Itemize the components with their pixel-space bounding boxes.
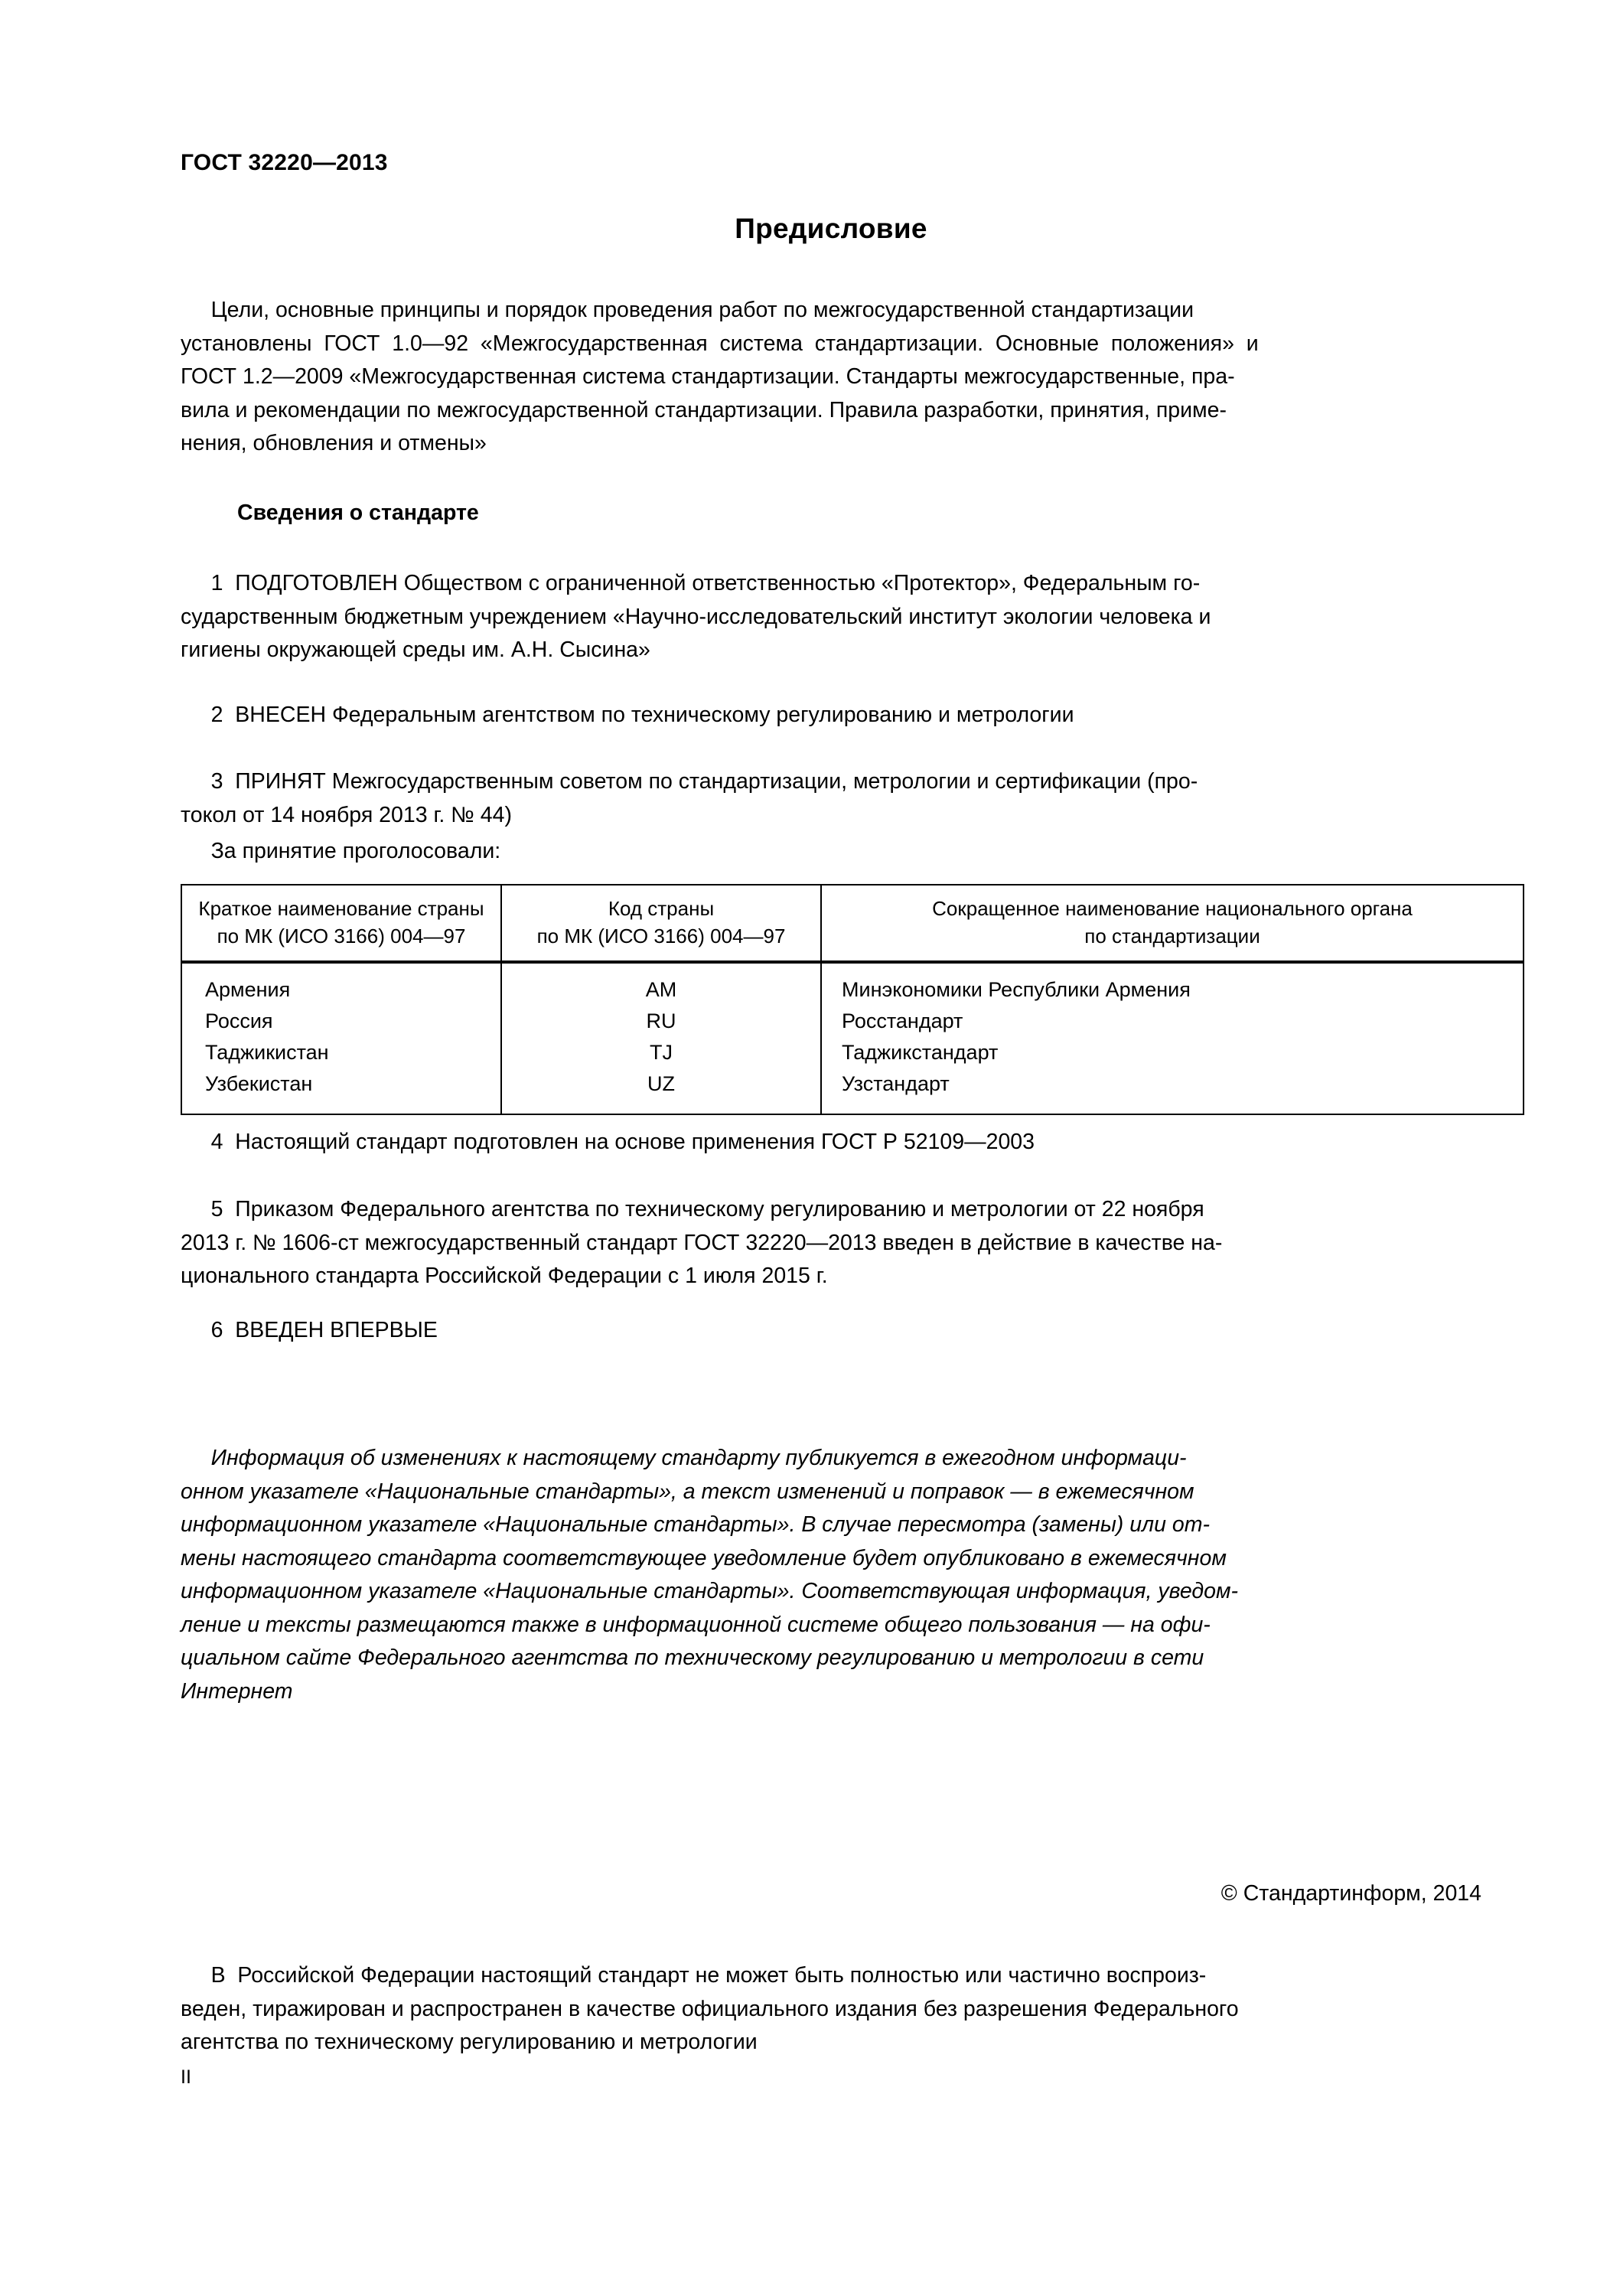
clause-6-line: 6 ВВЕДЕН ВПЕРВЫЕ — [181, 1318, 438, 1342]
clause-3 — [181, 765, 1481, 832]
clause-6 — [181, 1314, 1481, 1348]
column-header-country-line1: Краткое наименование страны — [198, 897, 484, 920]
page-title: Предисловие — [735, 213, 927, 244]
reproduction-notice — [181, 1959, 1481, 2060]
vote-intro-text: За принятие проголосовали: — [181, 839, 501, 863]
intro-line: установлены ГОСТ 1.0—92 «Межгосударственная система стандартизации. Основные положения» и — [181, 331, 1259, 356]
list-item: Узстандарт — [842, 1072, 950, 1095]
changes-notice — [181, 1442, 1481, 1708]
changes-notice-line: мены настоящего стандарта соответствующее уведомление будет опубликовано в ежемесячном — [181, 1545, 1227, 1570]
column-header-country-line2: по МК (ИСО 3166) 004—97 — [217, 925, 466, 947]
column-header-organization-line1: Сокращенное наименование национального органа — [932, 897, 1413, 920]
voting-table — [181, 884, 1524, 1115]
list-item: UZ — [647, 1072, 675, 1095]
vote-intro-line — [181, 835, 1481, 869]
changes-notice-line: информационном указателе «Национальные стандарты». В случае пересмотра (замены) или от- — [181, 1512, 1210, 1537]
clause-4 — [181, 1126, 1481, 1159]
code-list — [502, 974, 820, 1100]
list-item: Таджикистан — [205, 1041, 329, 1064]
clause-5 — [181, 1193, 1481, 1293]
running-header-standard-number: ГОСТ 32220—2013 — [181, 150, 388, 175]
list-item: Россия — [205, 1009, 273, 1032]
column-header-organization — [821, 885, 1524, 962]
changes-notice-line: Интернет — [181, 1678, 293, 1704]
list-item: AM — [645, 978, 677, 1001]
cell-country-list — [181, 962, 501, 1114]
clause-4-line: 4 Настоящий стандарт подготовлен на основе применения ГОСТ Р 52109—2003 — [181, 1130, 1035, 1154]
column-header-organization-line2: по стандартизации — [1084, 925, 1260, 947]
intro-line: ГОСТ 1.2—2009 «Межгосударственная система стандартизации. Стандарты межгосударственные, пра- — [181, 364, 1235, 389]
standard-info-heading: Сведения о стандарте — [237, 501, 479, 525]
voting-table-container — [181, 884, 1481, 1115]
intro-line: вила и рекомендации по межгосударственной стандартизации. Правила разработки, принятия, приме- — [181, 397, 1227, 422]
country-list — [182, 974, 500, 1100]
clause-5-line: ционального стандарта Российской Федерации с 1 июля 2015 г. — [181, 1264, 828, 1288]
intro-paragraph — [181, 294, 1481, 461]
cell-organization-list — [821, 962, 1524, 1114]
changes-notice-line: онном указателе «Национальные стандарты», а текст изменений и поправок — в ежемесячном — [181, 1479, 1194, 1504]
cell-code-list — [501, 962, 821, 1114]
list-item: RU — [646, 1009, 676, 1032]
changes-notice-line: информационном указателе «Национальные стандарты». Соответствующая информация, уведом- — [181, 1579, 1239, 1603]
column-header-country — [181, 885, 501, 962]
column-header-code-line2: по МК (ИСО 3166) 004—97 — [536, 925, 786, 947]
copyright-line: © Стандартинформ, 2014 — [1221, 1881, 1481, 1906]
clause-1 — [181, 567, 1481, 667]
intro-line: нения, обновления и отмены» — [181, 431, 487, 455]
clause-1-line: сударственным бюджетным учреждением «Научно-исследовательский институт экологии человека и — [181, 604, 1211, 629]
column-header-code — [501, 885, 821, 962]
clause-5-line: 5 Приказом Федерального агентства по техническому регулированию и метрологии от 22 ноября — [181, 1197, 1204, 1221]
voting-table-body — [181, 962, 1524, 1114]
changes-notice-line: Информация об изменениях к настоящему стандарту публикуется в ежегодном информаци- — [181, 1446, 1187, 1470]
voting-table-head — [181, 885, 1524, 962]
list-item: TJ — [650, 1041, 673, 1064]
list-item: Росстандарт — [842, 1009, 963, 1032]
clause-2-line: 2 ВНЕСЕН Федеральным агентством по техническому регулированию и метрологии — [181, 703, 1074, 727]
clause-3-line: токол от 14 ноября 2013 г. № 44) — [181, 802, 512, 827]
table-row — [181, 962, 1524, 1114]
reproduction-notice-line: веден, тиражирован и распространен в качестве официального издания без разрешения Федерального — [181, 1996, 1239, 2021]
clause-3-line: 3 ПРИНЯТ Межгосударственным советом по стандартизации, метрологии и сертификации (про- — [181, 769, 1198, 794]
clause-5-line: 2013 г. № 1606-ст межгосударственный стандарт ГОСТ 32220—2013 введен в действие в качестве на- — [181, 1230, 1223, 1255]
changes-notice-line: циальном сайте Федерального агентства по техническому регулированию и метрологии в сети — [181, 1645, 1204, 1670]
clause-1-line: 1 ПОДГОТОВЛЕН Обществом с ограниченной ответственностью «Протектор», Федеральным го- — [181, 571, 1201, 595]
list-item: Армения — [205, 978, 291, 1001]
table-header-row — [181, 885, 1524, 962]
clause-2 — [181, 699, 1481, 732]
reproduction-notice-line: В Российской Федерации настоящий стандарт не может быть полностью или частично воспроиз- — [181, 1963, 1207, 1988]
list-item: Таджикстандарт — [842, 1041, 999, 1064]
list-item: Узбекистан — [205, 1072, 313, 1095]
column-header-code-line1: Код страны — [608, 897, 715, 920]
reproduction-notice-line: агентства по техническому регулированию и метрологии — [181, 2030, 758, 2054]
organization-list — [822, 974, 1523, 1100]
list-item: Минэкономики Республики Армения — [842, 978, 1191, 1001]
intro-line: Цели, основные принципы и порядок проведения работ по межгосударственной стандартизации — [181, 298, 1194, 322]
clause-1-line: гигиены окружающей среды им. А.Н. Сысина» — [181, 638, 650, 662]
changes-notice-line: ление и тексты размещаются также в информационной системе общего пользования — на офи- — [181, 1612, 1211, 1637]
page-number: II — [181, 2066, 191, 2088]
